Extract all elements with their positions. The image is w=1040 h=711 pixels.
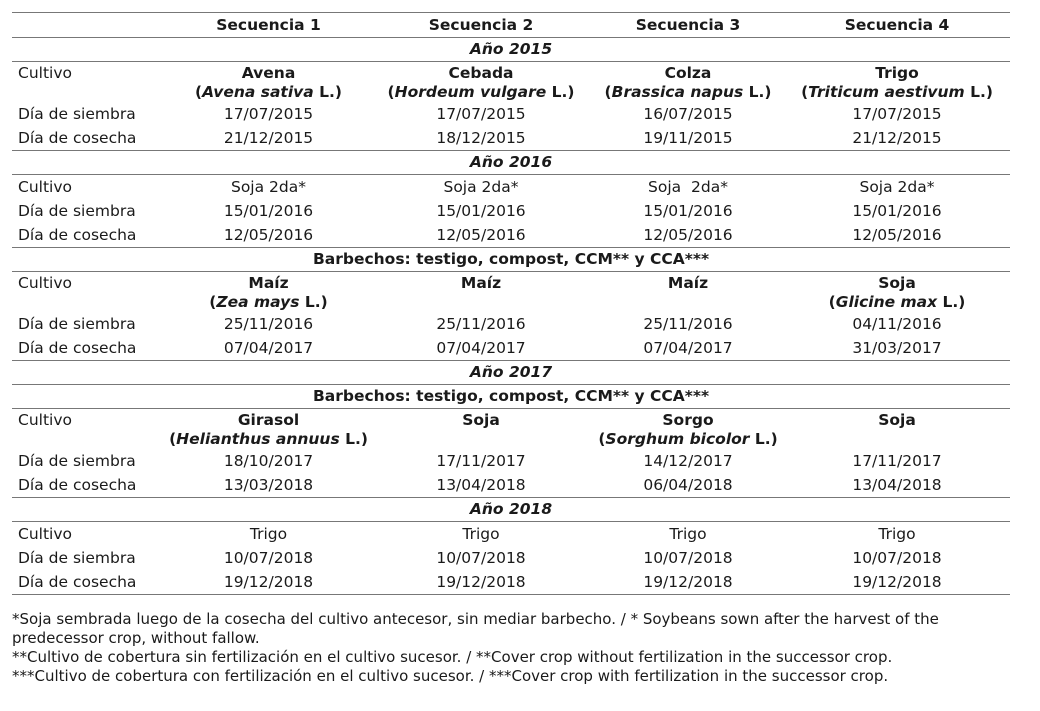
footnote-3: ***Cultivo de cobertura con fertilización en el cultivo sucesor. / ***Cover crop with fertilization in the successor crop.: [12, 667, 889, 685]
date-cell: 10/07/2018: [852, 549, 942, 567]
crop-sequence-table: [12, 12, 1010, 595]
table-row-cosecha-2018: [12, 570, 1010, 595]
date-cell: 13/04/2018: [784, 473, 1010, 498]
crop-cell: Soja (Glicine max L.): [828, 274, 966, 311]
row-label-cosecha: Día de cosecha: [12, 570, 167, 595]
footnote-2: **Cultivo de cobertura sin fertilización en el cultivo sucesor. / **Cover crop without fertilization in the successor crop.: [12, 648, 893, 666]
section-row-2018: [12, 498, 1010, 522]
row-label-siembra: Día de siembra: [18, 549, 136, 567]
crop-cell: Maíz: [460, 274, 502, 292]
crop-cell: Maíz: [667, 274, 709, 292]
section-title-2015: Año 2015: [12, 38, 1010, 62]
footnotes: [12, 610, 1022, 686]
table-row-cultivo-2016: [12, 175, 1010, 200]
date-cell: 10/07/2018: [436, 549, 526, 567]
section-row-2015: [12, 38, 1010, 62]
crop-cell: Trigo (Triticum aestivum L.): [801, 64, 993, 101]
date-cell: 21/12/2015: [167, 126, 370, 151]
date-cell: 15/01/2016: [643, 202, 733, 220]
date-cell: 17/11/2017: [852, 452, 942, 470]
row-label-cosecha: Día de cosecha: [12, 336, 167, 361]
table-row-cosecha-2017: [12, 473, 1010, 498]
crop-cell: Colza (Brassica napus L.): [604, 64, 772, 101]
table-row-cultivo-2016b: [12, 272, 1010, 313]
crop-cell: Sorgo (Sorghum bicolor L.): [598, 411, 778, 448]
date-cell: 12/05/2016: [370, 223, 592, 248]
date-cell: 19/12/2018: [592, 570, 784, 595]
date-cell: 13/04/2018: [370, 473, 592, 498]
date-cell: 07/04/2017: [592, 336, 784, 361]
row-label-cultivo: Cultivo: [18, 525, 72, 543]
crop-cell: Cebada (Hordeum vulgare L.): [387, 64, 575, 101]
footnote-1: *Soja sembrada luego de la cosecha del cultivo antecesor, sin mediar barbecho. / * Soybeans sown after the harvest of the predecessor crop, without fallow.: [12, 610, 939, 647]
date-cell: 16/07/2015: [643, 105, 733, 123]
crop-sequence-table-container: [12, 12, 1010, 595]
section-row-2016: [12, 151, 1010, 175]
header-empty: [12, 13, 167, 38]
date-cell: 21/12/2015: [784, 126, 1010, 151]
crop-cell: Soja: [878, 411, 916, 429]
table-header-row: [12, 13, 1010, 38]
row-label-siembra: Día de siembra: [18, 202, 136, 220]
row-label-cosecha: Día de cosecha: [12, 223, 167, 248]
date-cell: 17/07/2015: [436, 105, 526, 123]
table-row-cultivo-2015: [12, 62, 1010, 103]
date-cell: 04/11/2016: [852, 315, 942, 333]
crop-cell: Girasol (Helianthus annuus L.): [169, 411, 368, 448]
date-cell: 10/07/2018: [643, 549, 733, 567]
date-cell: 10/07/2018: [223, 549, 314, 567]
table-row-cosecha-2015: [12, 126, 1010, 151]
crop-cell: Soja 2da*: [230, 178, 306, 196]
fallow-title-2: Barbechos: testigo, compost, CCM** y CCA***: [12, 385, 1010, 409]
date-cell: 19/11/2015: [592, 126, 784, 151]
date-cell: 19/12/2018: [370, 570, 592, 595]
table-row-cosecha-2016: [12, 223, 1010, 248]
table-row-cultivo-2018: [12, 522, 1010, 547]
date-cell: 25/11/2016: [643, 315, 733, 333]
date-cell: 15/01/2016: [223, 202, 314, 220]
date-cell: 07/04/2017: [370, 336, 592, 361]
header-secuencia-1: Secuencia 1: [167, 13, 370, 38]
date-cell: 07/04/2017: [167, 336, 370, 361]
fallow-row-1: [12, 248, 1010, 272]
table-row-siembra-2015: [12, 102, 1010, 126]
date-cell: 12/05/2016: [167, 223, 370, 248]
date-cell: 15/01/2016: [852, 202, 942, 220]
crop-cell: Avena (Avena sativa L.): [195, 64, 342, 101]
table-row-siembra-2016: [12, 199, 1010, 223]
date-cell: 13/03/2018: [167, 473, 370, 498]
row-label-siembra: Día de siembra: [18, 315, 136, 333]
section-title-2016: Año 2016: [12, 151, 1010, 175]
fallow-row-2: [12, 385, 1010, 409]
date-cell: 17/11/2017: [436, 452, 526, 470]
fallow-title-1: Barbechos: testigo, compost, CCM** y CCA***: [12, 248, 1010, 272]
row-label-cultivo: Cultivo: [18, 274, 72, 292]
header-secuencia-3: Secuencia 3: [592, 13, 784, 38]
row-label-cultivo: Cultivo: [18, 178, 72, 196]
date-cell: 25/11/2016: [436, 315, 526, 333]
row-label-siembra: Día de siembra: [18, 105, 136, 123]
crop-cell: Soja 2da*: [648, 178, 728, 196]
crop-cell: Soja 2da*: [859, 178, 935, 196]
date-cell: 18/12/2015: [370, 126, 592, 151]
crop-cell: Trigo: [669, 525, 707, 543]
header-secuencia-4: Secuencia 4: [784, 13, 1010, 38]
table-row-siembra-2018: [12, 546, 1010, 570]
crop-cell: Trigo: [878, 525, 916, 543]
crop-cell: Soja: [462, 411, 500, 429]
crop-cell: Trigo: [462, 525, 500, 543]
row-label-cultivo: Cultivo: [18, 64, 72, 82]
date-cell: 19/12/2018: [784, 570, 1010, 595]
date-cell: 17/07/2015: [852, 105, 942, 123]
crop-cell: Maíz (Zea mays L.): [209, 274, 328, 311]
row-label-cosecha: Día de cosecha: [12, 126, 167, 151]
section-row-2017: [12, 361, 1010, 385]
table-row-siembra-2017: [12, 449, 1010, 473]
date-cell: 12/05/2016: [592, 223, 784, 248]
date-cell: 06/04/2018: [592, 473, 784, 498]
crop-cell: Trigo: [249, 525, 288, 543]
crop-cell: Soja 2da*: [443, 178, 519, 196]
section-title-2017: Año 2017: [12, 361, 1010, 385]
date-cell: 31/03/2017: [784, 336, 1010, 361]
section-title-2018: Año 2018: [12, 498, 1010, 522]
row-label-cosecha: Día de cosecha: [12, 473, 167, 498]
table-row-siembra-2016b: [12, 312, 1010, 336]
date-cell: 15/01/2016: [436, 202, 526, 220]
date-cell: 12/05/2016: [784, 223, 1010, 248]
date-cell: 14/12/2017: [643, 452, 733, 470]
table-row-cultivo-2017: [12, 409, 1010, 450]
row-label-cultivo: Cultivo: [18, 411, 72, 429]
table-row-cosecha-2016b: [12, 336, 1010, 361]
header-secuencia-2: Secuencia 2: [370, 13, 592, 38]
date-cell: 18/10/2017: [223, 452, 314, 470]
date-cell: 17/07/2015: [223, 105, 314, 123]
date-cell: 19/12/2018: [167, 570, 370, 595]
date-cell: 25/11/2016: [223, 315, 314, 333]
row-label-siembra: Día de siembra: [18, 452, 136, 470]
